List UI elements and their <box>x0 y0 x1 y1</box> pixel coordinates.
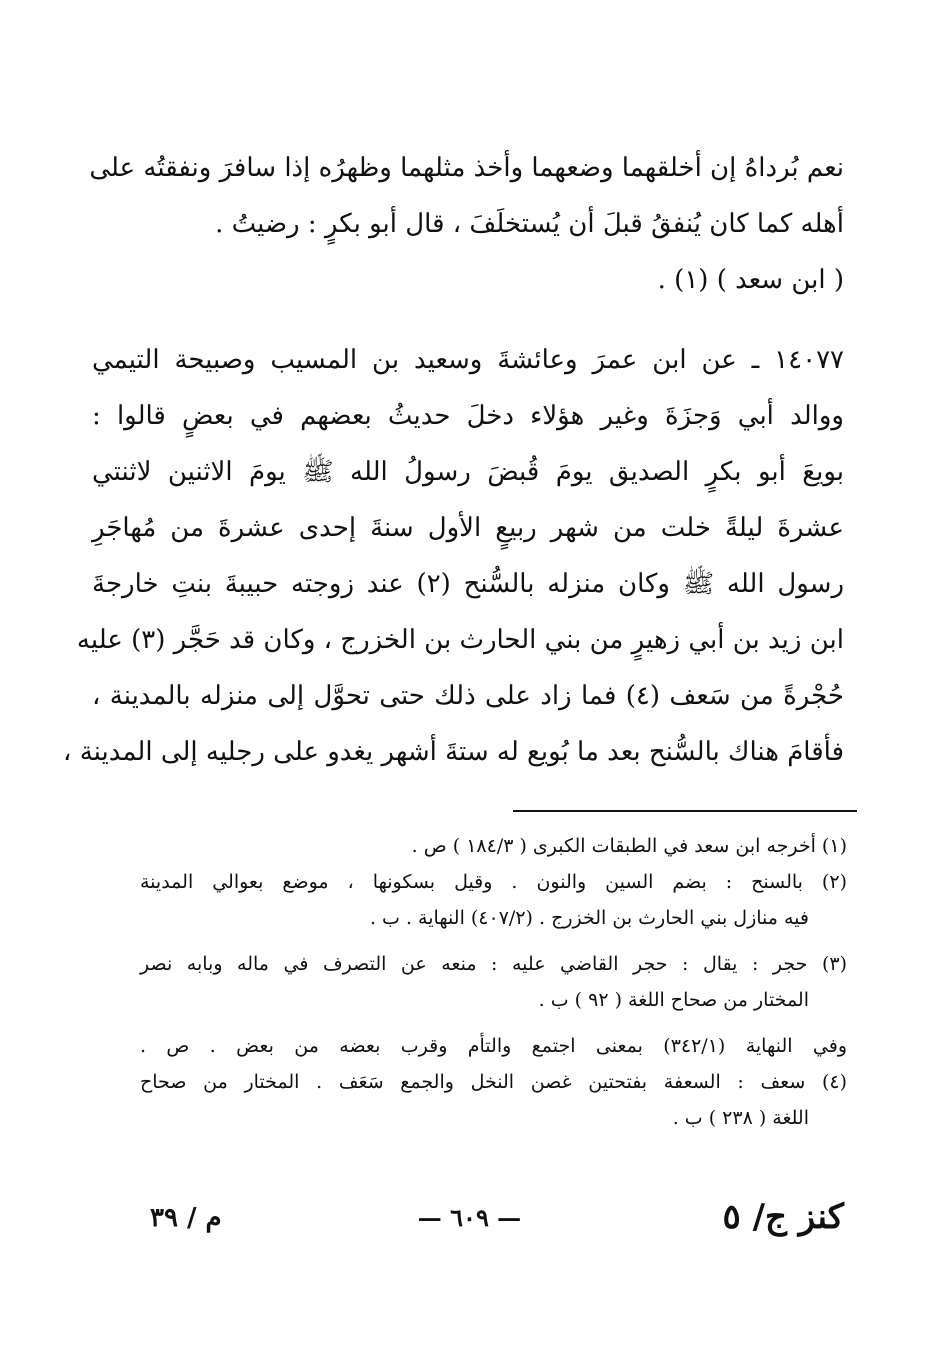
main-text <box>63 140 845 780</box>
page-footer <box>0 1195 939 1255</box>
footnote-line: (٢) بالسنح : بضم السين والنون . وقيل بسكونها ، موضع بعوالي المدينة <box>140 871 847 893</box>
text-line: بويعَ أبو بكرٍ الصديق يومَ قُبضَ رسولُ الله ﷺ يومَ الاثنين لاثنتي <box>92 457 844 487</box>
text-line: ١٤٠٧٧ ـ عن ابن عمرَ وعائشةَ وسعيد بن المسيب وصبيحة التيمي <box>92 345 844 375</box>
footnote-gap <box>140 936 847 946</box>
footnote-line: (٤) سعف : السعفة بفتحتين غصن النخل والجمع سَعَف . المختار من صحاح <box>140 1071 847 1093</box>
text-line: ووالد أبي وَجزَةَ وغير هؤلاء دخلَ حديثُ بعضهم في بعضٍ قالوا : <box>92 401 844 431</box>
footnote-line: فيه منازل بني الحارث بن الخزرج . (٤٠٧/٢) النهاية . ب . <box>369 907 809 929</box>
paragraph-gap <box>92 308 844 332</box>
text-line: أهله كما كان يُنفقُ قبلَ أن يُستخلَفَ ، قال أبو بكرٍ : رضيتُ . <box>215 209 844 239</box>
footnote-line: (١) أخرجه ابن سعد في الطبقات الكبرى ( ١٨٤/٣ ) ص . <box>411 835 847 857</box>
text-line: نعم بُرداهُ إن أخلقهما وضعهما وأخذ مثلهما وظهرُه إذا سافرَ ونفقتُه على <box>89 153 844 183</box>
footnote-line: اللغة ( ٢٣٨ ) ب . <box>672 1107 809 1129</box>
page-number: — ٦٠٩ — <box>417 1203 522 1232</box>
footnote-line: وفي النهاية (٣٤٢/١) بمعنى اجتمع والتأم وقرب بعضه من بعض . ص . <box>140 1035 847 1057</box>
footnote-line: المختار من صحاح اللغة ( ٩٢ ) ب . <box>538 989 809 1011</box>
footnotes <box>140 828 847 1136</box>
footnote-divider <box>513 810 857 812</box>
text-line: ابن زيد بن أبي زهيرٍ من بني الحارث بن الخزرج ، وكان قد حَجَّر (٣) عليه <box>76 625 844 655</box>
text-line: ( ابن سعد ) (١) . <box>657 265 844 295</box>
text-line: رسول الله ﷺ وكان منزله بالسُّنح (٢) عند زوجته حبيبةَ بنتِ خارجةَ <box>92 569 845 599</box>
text-line: حُجْرةً من سَعف (٤) فما زاد على ذلك حتى تحوَّل إلى منزله بالمدينة ، <box>92 681 844 711</box>
signature-mark-right: كنز ج/ ٥ <box>722 1197 844 1237</box>
footnote-gap <box>140 1018 847 1028</box>
text-line: فأقامَ هناك بالسُّنح بعد ما بُويع له ستةَ أشهر يغدو على رجليه إلى المدينة ، <box>63 737 844 767</box>
text-line: عشرةَ ليلةً خلت من شهر ربيعٍ الأول سنةَ إحدى عشرةَ من مُهاجَرِ <box>92 513 844 543</box>
signature-mark-left: م / ٣٩ <box>150 1203 222 1233</box>
footnote-line: (٣) حجر : يقال : حجر القاضي عليه : منعه عن التصرف في ماله وبابه نصر <box>140 953 847 975</box>
